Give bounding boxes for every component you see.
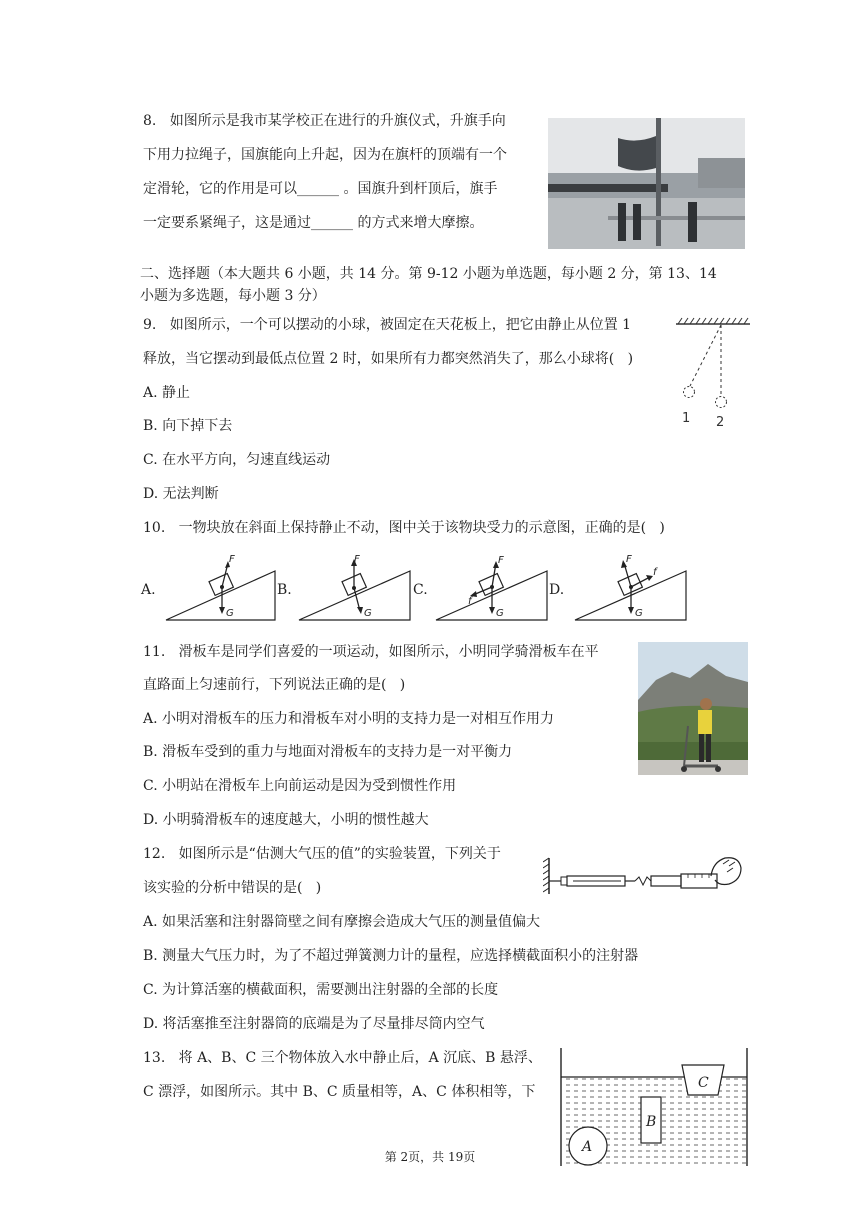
scooter-photo	[638, 642, 748, 775]
q13-label-c: C	[698, 1075, 709, 1091]
pendulum-figure	[673, 316, 753, 430]
q12-stem-line-2: 该实验的分析中错误的是( )	[143, 880, 322, 896]
q10-stem: 10. 一物块放在斜面上保持静止不动，图中关于该物块受力的示意图，正确的是( )	[143, 520, 665, 536]
q11-option-c: C. 小明站在滑板车上向前运动是因为受到惯性作用	[143, 778, 457, 794]
q12-option-b: B. 测量大气压力时，为了不超过弹簧测力计的量程，应选择横截面积小的注射器	[143, 948, 639, 964]
q9-option-d: D. 无法判断	[143, 486, 219, 502]
q8-line-4: 一定要系紧绳子，这是通过______ 的方式来增大摩擦。	[143, 215, 484, 231]
q8-line-2: 下用力拉绳子，国旗能向上升起，因为在旗杆的顶端有一个	[143, 147, 507, 163]
q9-stem-line-2: 释放，当它摆动到最低点位置 2 时，如果所有力都突然消失了，那么小球将( )	[143, 351, 634, 367]
q10-d-label-f-upper: F	[626, 554, 632, 565]
q13-stem-line-2: C 漂浮，如图所示。其中 B、C 质量相等，A、C 体积相等，下	[143, 1084, 536, 1100]
q10-option-d-letter: D.	[549, 582, 565, 598]
q10-option-b-letter: B.	[277, 582, 292, 598]
q10-a-label-f: F	[229, 554, 235, 565]
q10-d-label-g: G	[635, 608, 643, 619]
pendulum-label-1: 1	[682, 411, 691, 426]
q10-option-a-letter: A.	[141, 582, 156, 598]
q10-d-label-f-lower: f	[653, 567, 657, 578]
q10-c-label-f-upper: F	[498, 555, 504, 566]
q8-line-1: 8. 如图所示是我市某学校正在进行的升旗仪式，升旗手向	[143, 113, 506, 129]
q9-option-b: B. 向下掉下去	[143, 418, 233, 434]
page-footer: 第 2页，共 19页	[384, 1150, 476, 1164]
q13-label-b: B	[646, 1114, 657, 1130]
q12-option-c: C. 为计算活塞的横截面积，需要测出注射器的全部的长度	[143, 982, 499, 998]
q11-option-a: A. 小明对滑板车的压力和滑板车对小明的支持力是一对相互作用力	[143, 711, 555, 727]
q10-diagram-c	[435, 553, 549, 621]
syringe-spring-scale-figure	[543, 846, 745, 898]
flag-raising-photo	[548, 118, 745, 249]
q10-diagram-b	[298, 553, 412, 621]
pendulum-label-2: 2	[716, 415, 725, 430]
q11-option-d: D. 小明骑滑板车的速度越大，小明的惯性越大	[143, 812, 429, 828]
q9-option-a: A. 静止	[143, 385, 191, 401]
q10-diagram-d	[574, 553, 688, 621]
q9-option-c: C. 在水平方向，匀速直线运动	[143, 452, 331, 468]
section-2-header-line-1: 二、选择题（本大题共 6 小题，共 14 分。第 9-12 小题为单选题，每小题 2 分，第 13、14	[140, 266, 717, 282]
section-2-header-line-2: 小题为多选题，每小题 3 分）	[140, 288, 326, 304]
q10-option-c-letter: C.	[413, 582, 428, 598]
q13-label-a: A	[582, 1139, 593, 1155]
q10-c-label-f-lower: f	[468, 596, 472, 607]
q10-c-label-g: G	[496, 608, 504, 619]
q11-stem-line-1: 11. 滑板车是同学们喜爱的一项运动，如图所示，小明同学骑滑板车在平	[143, 644, 599, 660]
q10-b-label-f: F	[354, 554, 360, 565]
q10-a-label-g: G	[226, 608, 234, 619]
q8-line-3: 定滑轮，它的作用是可以______ 。国旗升到杆顶后，旗手	[143, 181, 498, 197]
q12-option-d: D. 将活塞推至注射器筒的底端是为了尽量排尽筒内空气	[143, 1016, 485, 1032]
q12-option-a: A. 如果活塞和注射器筒壁之间有摩擦会造成大气压的测量值偏大	[143, 914, 541, 930]
q9-stem-line-1: 9. 如图所示，一个可以摆动的小球，被固定在天花板上，把它由静止从位置 1	[143, 317, 632, 333]
q10-b-label-g: G	[364, 608, 372, 619]
q12-stem-line-1: 12. 如图所示是“估测大气压的值”的实验装置，下列关于	[143, 846, 501, 862]
q11-option-b: B. 滑板车受到的重力与地面对滑板车的支持力是一对平衡力	[143, 744, 513, 760]
q11-stem-line-2: 直路面上匀速前行，下列说法正确的是( )	[143, 677, 406, 693]
q10-diagram-a	[165, 553, 277, 621]
q13-stem-line-1: 13. 将 A、B、C 三个物体放入水中静止后，A 沉底、B 悬浮、	[143, 1050, 542, 1066]
